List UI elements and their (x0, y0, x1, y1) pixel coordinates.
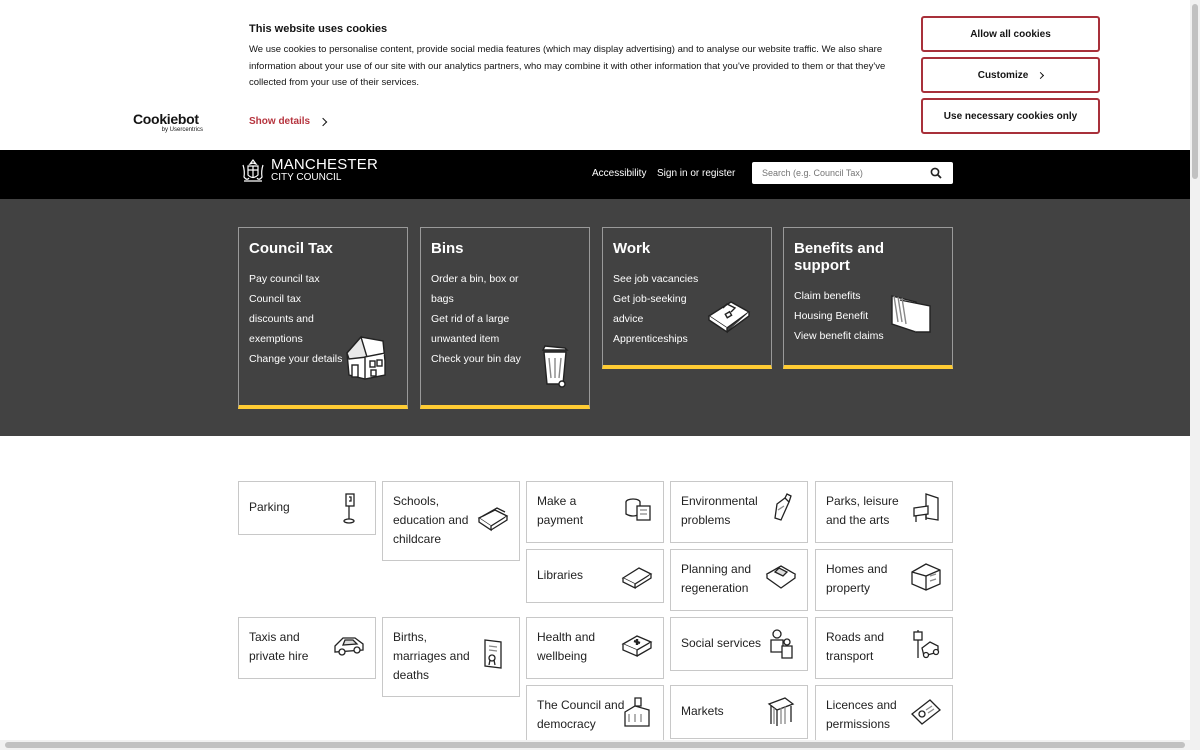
coins-icon (621, 492, 653, 524)
cookiebot-brand-sub: by Usercentrics (161, 127, 203, 133)
tile-label: Parks, leisure and the arts (826, 494, 899, 527)
tile-libraries[interactable] (526, 549, 664, 603)
chevron-right-icon (1037, 71, 1044, 78)
card-link[interactable]: View benefit claims (794, 330, 884, 342)
search-icon (930, 167, 942, 179)
tile-homes[interactable] (815, 549, 953, 611)
spray-can-icon (765, 492, 797, 524)
certificate-icon (477, 638, 509, 670)
cookie-title: This website uses cookies (249, 23, 388, 35)
show-details-link[interactable] (249, 116, 326, 127)
tile-licences[interactable] (815, 685, 953, 745)
people-icon (765, 628, 797, 660)
cookie-text: We use cookies to personalise content, provide social media features (which may display advertising) and to analyse our website traffic. We also share information about your use of our site with our analytics partners, who may combine it with other information that you've provided to them or that they've collected from your use of their services. (249, 44, 886, 88)
tile-label: Homes and property (826, 562, 888, 595)
allow-all-cookies-button[interactable] (921, 16, 1100, 52)
card-title: Council Tax (249, 240, 333, 257)
cookiebot-logo (133, 112, 203, 136)
card-link[interactable]: Change your details (249, 353, 343, 365)
tile-make-payment[interactable] (526, 481, 664, 543)
market-stall-icon (765, 696, 797, 728)
card-link[interactable]: Check your bin day (431, 353, 521, 365)
traffic-icon (910, 628, 942, 660)
search-box (752, 162, 953, 184)
tile-roads[interactable] (815, 617, 953, 679)
card-link[interactable]: Order a bin, box or bags (431, 273, 519, 305)
necessary-cookies-button[interactable] (921, 98, 1100, 134)
council-tax-card[interactable] (238, 227, 408, 409)
allow-all-label: Allow all cookies (970, 28, 1051, 40)
tile-label: Environmental problems (681, 494, 758, 527)
tile-label: The Council and democracy (537, 698, 625, 731)
tile-label: Births, marriages and deaths (393, 630, 470, 682)
sign-in-link[interactable]: Sign in or register (657, 168, 736, 179)
horizontal-scrollbar[interactable] (0, 740, 1190, 750)
vertical-scroll-thumb[interactable] (1192, 4, 1198, 179)
tile-label: Planning and regeneration (681, 562, 752, 595)
building-icon (910, 560, 942, 592)
park-bench-icon (910, 492, 942, 524)
book-icon (621, 560, 653, 592)
customize-cookies-button[interactable] (921, 57, 1100, 93)
search-input[interactable] (752, 163, 927, 183)
tile-planning[interactable] (670, 549, 808, 611)
tile-social-services[interactable] (670, 617, 808, 671)
tile-council-democracy[interactable] (526, 685, 664, 745)
card-link[interactable]: Council tax discounts and exemptions (249, 293, 314, 345)
cookie-banner (0, 0, 1190, 150)
card-link[interactable]: See job vacancies (613, 273, 699, 285)
benefits-card[interactable] (783, 227, 953, 369)
wallet-icon (886, 292, 934, 336)
card-title: Bins (431, 240, 464, 257)
chevron-right-icon (319, 117, 327, 125)
show-details-label: Show details (249, 116, 311, 127)
tile-label: Health and wellbeing (537, 630, 596, 663)
tile-parks[interactable] (815, 481, 953, 543)
tile-taxis[interactable] (238, 617, 376, 679)
first-aid-icon (621, 628, 653, 660)
parking-meter-icon (333, 492, 365, 524)
search-button[interactable] (927, 164, 945, 182)
logo-line-1: MANCHESTER (271, 156, 379, 173)
necessary-only-label: Use necessary cookies only (943, 110, 1078, 122)
wheelie-bin-icon (539, 342, 571, 388)
work-card[interactable] (602, 227, 772, 369)
card-link[interactable]: Apprenticeships (613, 333, 688, 345)
card-link[interactable]: Pay council tax (249, 273, 320, 285)
hero-section (0, 199, 1190, 436)
cookiebot-brand: Cookiebot (133, 111, 199, 127)
crest-icon (239, 157, 267, 185)
tile-label: Markets (681, 704, 724, 718)
card-link[interactable]: Get rid of a large unwanted item (431, 313, 510, 345)
plan-icon (765, 560, 797, 592)
licence-card-icon (910, 696, 942, 728)
council-logo[interactable] (239, 157, 378, 185)
tile-label: Libraries (537, 568, 584, 582)
customize-label: Customize (977, 69, 1029, 81)
tile-births[interactable] (382, 617, 520, 697)
card-link[interactable]: Claim benefits (794, 290, 861, 302)
logo-line-2: CITY COUNCIL (271, 172, 342, 183)
tile-parking[interactable] (238, 481, 376, 535)
books-icon (477, 502, 509, 534)
town-hall-icon (621, 696, 653, 728)
car-icon (333, 628, 365, 660)
house-icon (343, 331, 389, 381)
tile-label: Licences and permissions (826, 698, 897, 731)
tile-schools[interactable] (382, 481, 520, 561)
tile-label: Roads and transport (826, 630, 885, 663)
tile-label: Social services (681, 636, 762, 650)
briefcase-icon (705, 294, 753, 336)
horizontal-scroll-thumb[interactable] (5, 742, 1185, 748)
tile-label: Make a payment (537, 494, 584, 527)
vertical-scrollbar[interactable] (1190, 0, 1200, 750)
bins-card[interactable] (420, 227, 590, 409)
tile-label: Parking (249, 500, 290, 514)
tile-label: Taxis and private hire (249, 630, 309, 663)
tile-markets[interactable] (670, 685, 808, 739)
tile-label: Schools, education and childcare (393, 494, 469, 546)
card-link[interactable]: Housing Benefit (794, 310, 869, 322)
accessibility-link[interactable]: Accessibility (592, 168, 647, 179)
tile-health[interactable] (526, 617, 664, 679)
card-title: Benefits and support (794, 240, 885, 274)
card-title: Work (613, 240, 651, 257)
tile-environmental[interactable] (670, 481, 808, 543)
card-link[interactable]: Get job-seeking advice (613, 293, 687, 325)
